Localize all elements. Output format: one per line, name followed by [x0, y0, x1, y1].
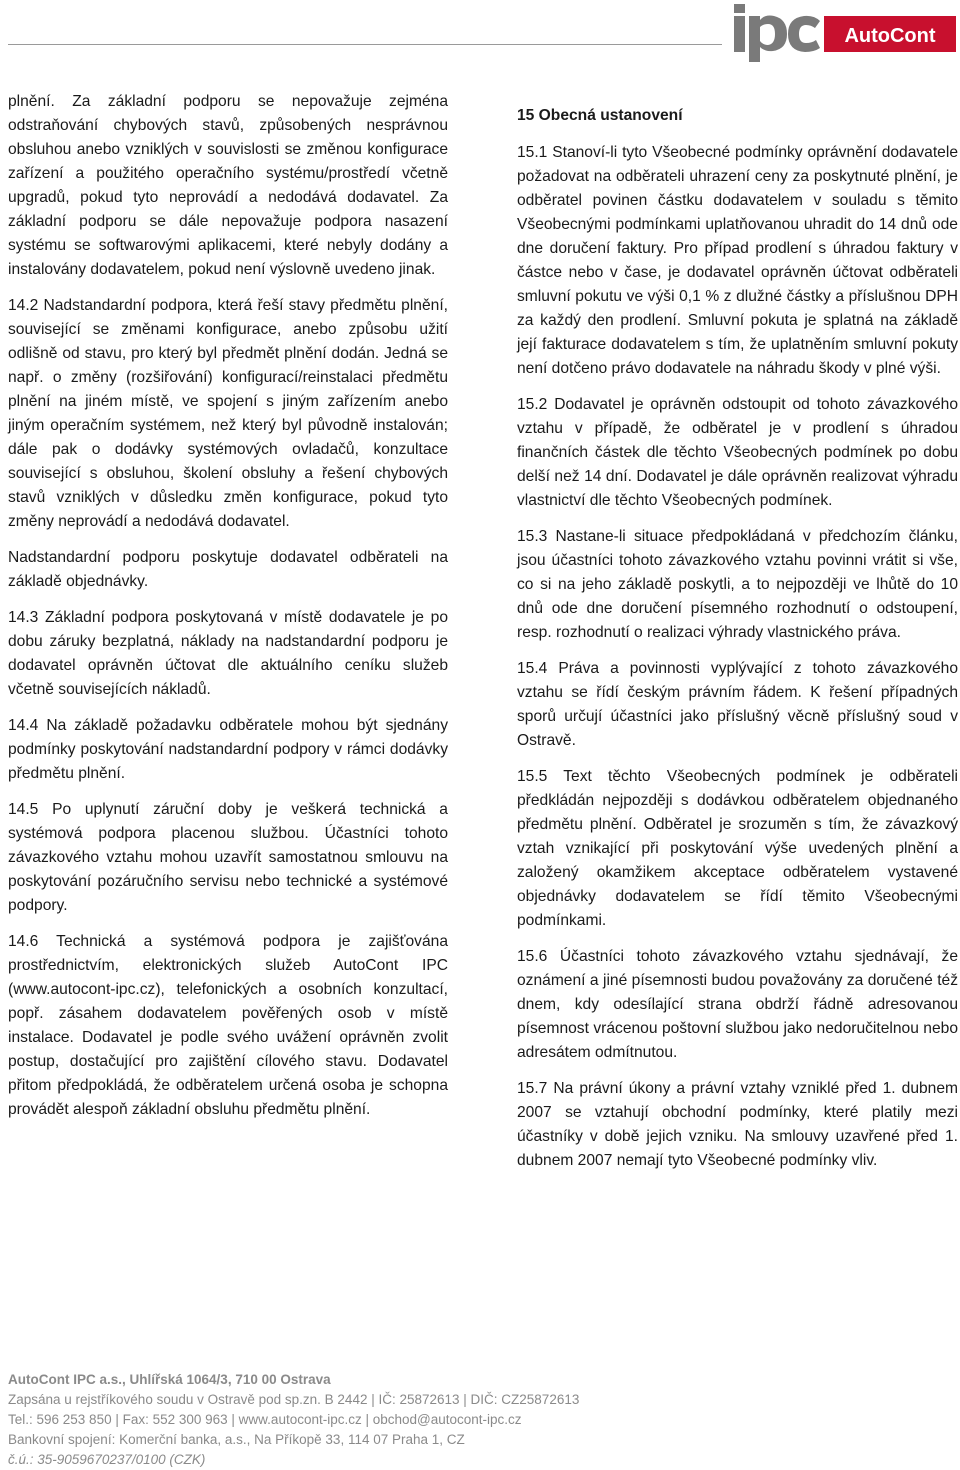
- footer-bank: Bankovní spojení: Komerční banka, a.s., Na Příkopě 33, 114 07 Praha 1, CZ: [8, 1432, 465, 1447]
- paragraph-14-5: 14.5 Po uplynutí záruční doby je veškerá technická a systémová podpora placenou službou. Účastníci tohoto závazkového vztahu mohou uzavřít samostatnou smlouvu na poskytování pozáručního servisu nebo technické a systémové podpory.: [8, 801, 448, 914]
- right-column: [517, 90, 958, 1185]
- paragraph-14-1-continued: plnění. Za základní podporu se nepovažuje zejména odstraňování chybových stavů, způsobených nesprávnou obsluhou anebo vzniklých v souvislosti se změnou konfigurace zařízení a použitého operačního systému/prostředí včetně upgradů, pokud tyto neprovádí a nedodává dodavatel. Za základní podporu se dále nepovažuje podpora nasazení systému se softwarovými aplikacemi, které nebyly dodány a instalovány dodavatelem, pokud není výslovně uvedeno jinak.: [8, 93, 448, 278]
- footer: [8, 1370, 788, 1470]
- header-divider: [8, 44, 722, 45]
- paragraph-15-2: 15.2 Dodavatel je oprávněn odstoupit od tohoto závazkového vztahu v případě, že odběratel je v prodlení s úhradou finančních částek dle těchto Všeobecných podmínek po dobu delší než 14 dní. Dodavatel je dále oprávněn realizovat výhradu vlastnictví dle těchto Všeobecných podmínek.: [517, 396, 958, 509]
- paragraph-14-3: 14.3 Základní podpora poskytovaná v místě dodavatele je po dobu záruky bezplatná, náklady na nadstandardní podporu je dodavatel oprávněn účtovat dle aktuálního ceníku služeb včetně souvisejících nákladů.: [8, 609, 448, 698]
- paragraph-15-7: 15.7 Na právní úkony a právní vztahy vzniklé před 1. dubnem 2007 se vztahují obchodní podmínky, které platily mezi účastníky v době jejich vzniku. Na smlouvy uzavřené před 1. dubnem 2007 nemají tyto Všeobecné podmínky vliv.: [517, 1080, 958, 1169]
- footer-registry: Zapsána u rejstříkového soudu v Ostravě pod sp.zn. B 2442 | IČ: 25872613 | DIČ: CZ25872613: [8, 1392, 580, 1407]
- footer-contact: Tel.: 596 253 850 | Fax: 552 300 963 | www.autocont-ipc.cz | obchod@autocont-ipc.cz: [8, 1412, 522, 1427]
- paragraph-15-6: 15.6 Účastníci tohoto závazkového vztahu sjednávají, že oznámení a jiné písemnosti budou považovány za doručené též dnem, kdy odesílající strana obdrží řádně adresovanou písemnost vrácenou poštovní službou jako nedoručitelnou nebo adresátem odmítnutou.: [517, 948, 958, 1061]
- autocont-ipc-logo: [728, 0, 960, 64]
- paragraph-15-4: 15.4 Práva a povinnosti vyplývající z tohoto závazkového vztahu se řídí českým právním řádem. K řešení případných sporů určují účastníci jako příslušný věcně příslušný soud v Ostravě.: [517, 660, 958, 749]
- paragraph-14-2: 14.2 Nadstandardní podpora, která řeší stavy předmětu plnění, související se změnami konfigurace, anebo způsobu užití odlišně od stavu, pro který byl předmět plnění dodán. Jedná se např. o změny (rozšiřování) konfigurací/reinstalaci předmětu plnění na jiném místě, ve spojení s jiným zařízením anebo jiným operačním systémem, než který byl původně instalován; dále pak o dodávky systémových ovladačů, konzultace související s obsluhou, školení obsluhy a řešení chybových stavů vzniklých v důsledku změn konfigurace, pokud tyto změny neprovádí a nedodává dodavatel.: [8, 297, 448, 530]
- paragraph-15-5: 15.5 Text těchto Všeobecných podmínek je odběrateli předkládán nejpozději s dodávkou odběratelem objednaného předmětu plnění. Odběratel je srozuměn s tím, že závazkový vztah vznikající při poskytování výše uvedených plnění a založený okamžikem akceptace odběratelem vystavené objednávky dodavatelem se řídí těmito Všeobecnými podmínkami.: [517, 768, 958, 929]
- brand-text: AutoCont: [844, 25, 936, 47]
- paragraph-14-6: 14.6 Technická a systémová podpora je zajišťována prostřednictvím, elektronických služeb AutoCont IPC (www.autocont-ipc.cz), telefonických a osobních konzultací, popř. zásahem dodavatelem pověřených osob v místě instalace. Dodavatel je podle svého uvážení oprávněn zvolit postup, dostačující pro zajištění cílového stavu. Dodavatel přitom předpokládá, že odběratelem určená osoba je schopna provádět alespoň základní obsluhu předmětu plnění.: [8, 933, 448, 1118]
- footer-company: AutoCont IPC a.s., Uhlířská 1064/3, 710 00 Ostrava: [8, 1372, 331, 1387]
- footer-account: č.ú.: 35-9059670237/0100 (CZK): [8, 1452, 206, 1467]
- paragraph-15-3: 15.3 Nastane-li situace předpokládaná v předchozím článku, jsou účastníci tohoto závazkového vztahu povinni vrátit si vše, co si na jeho základě poskytli, a to nejpozději ve lhůtě do 10 dnů ode dne doručení písemného rozhodnutí o odstoupení, resp. rozhodnutí o realizaci výhrady vlastnického práva.: [517, 528, 958, 641]
- paragraph-14-4: 14.4 Na základě požadavku odběratele mohou být sjednány podmínky poskytování nadstandardní podpory v rámci dodávky předmětu plnění.: [8, 717, 448, 782]
- section-title: 15 Obecná ustanovení: [517, 107, 683, 124]
- left-column: [8, 90, 448, 1134]
- paragraph-15-1: 15.1 Stanoví-li tyto Všeobecné podmínky oprávnění dodavatele požadovat na odběrateli uhrazení ceny za poskytnuté plnění, je odběratel povinen částku dodavatelem v souladu s těmito Všeobecnými podmínkami uplatňovanou uhradit do 14 dnů ode dne doručení faktury. Pro případ prodlení s úhradou faktury v částce nebo v čase, je dodavatel oprávněn účtovat odběrateli smluvní pokutu ve výši 0,1 % z dlužné částky a příslušnou DPH za každý den prodlení. Smluvní pokuta je splatná na základě její fakturace dodavatelem s tím, že uplatněním smluvní pokuty není dotčeno právo dodavatele na náhradu škody v plné výši.: [517, 144, 958, 377]
- paragraph-order-note: Nadstandardní podporu poskytuje dodavatel odběrateli na základě objednávky.: [8, 549, 448, 590]
